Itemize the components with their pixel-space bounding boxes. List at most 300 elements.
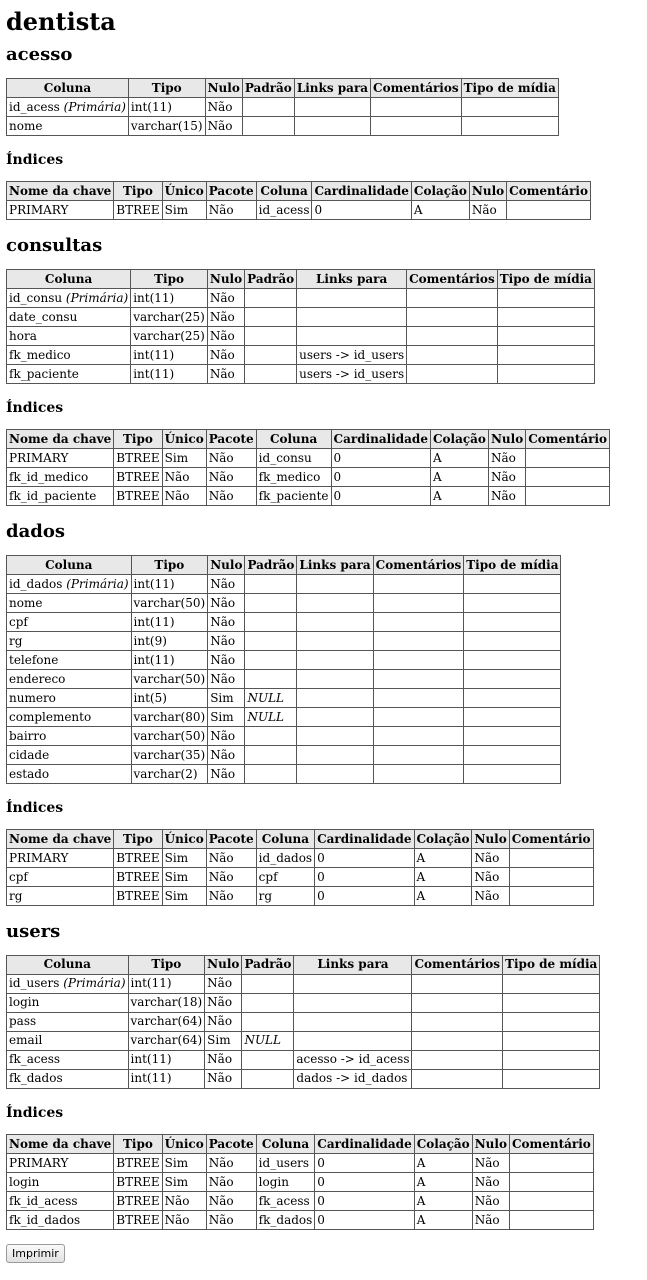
table-row	[7, 467, 610, 486]
table-row	[7, 201, 591, 220]
cell-comments	[373, 612, 464, 631]
cell-type: varchar(25)	[131, 307, 208, 326]
index-header: Nulo	[472, 829, 509, 848]
index-cell-unique: Sim	[162, 201, 206, 220]
cell-default	[245, 288, 297, 307]
column-name: endereco	[9, 671, 66, 686]
table-row	[7, 364, 595, 383]
cell-name	[7, 97, 129, 116]
cell-type: int(11)	[131, 364, 208, 383]
cell-default	[242, 1050, 294, 1069]
index-cell-type: BTREE	[114, 467, 162, 486]
cell-comments	[412, 1031, 503, 1050]
cell-type: varchar(25)	[131, 326, 208, 345]
index-cell-unique: Sim	[162, 448, 206, 467]
cell-name	[7, 612, 132, 631]
cell-comments	[371, 116, 462, 135]
column-header: Links para	[297, 555, 373, 574]
table-row	[7, 1050, 600, 1069]
index-cell-null: Não	[469, 201, 506, 220]
index-header: Pacote	[206, 182, 256, 201]
column-name: pass	[9, 1014, 37, 1029]
cell-mime	[464, 612, 561, 631]
columns-table	[6, 269, 595, 384]
index-cell-collation: A	[414, 1191, 472, 1210]
column-name: cidade	[9, 747, 50, 762]
cell-type: varchar(64)	[128, 1031, 205, 1050]
column-header: Coluna	[7, 955, 129, 974]
index-cell-key: cpf	[7, 867, 114, 886]
index-cell-unique: Sim	[162, 867, 206, 886]
cell-links	[297, 631, 373, 650]
cell-null: Não	[208, 745, 245, 764]
cell-null: Não	[208, 631, 245, 650]
cell-links: users -> id_users	[297, 364, 407, 383]
indexes-header-row	[7, 829, 594, 848]
cell-mime	[503, 1050, 600, 1069]
columns-header-row	[7, 78, 559, 97]
cell-mime	[464, 650, 561, 669]
cell-comments	[412, 1050, 503, 1069]
cell-comments	[373, 669, 464, 688]
cell-type: int(11)	[128, 974, 205, 993]
column-name: hora	[9, 328, 37, 343]
column-name: date_consu	[9, 309, 78, 324]
table-row	[7, 574, 561, 593]
cell-name	[7, 364, 131, 383]
table-name-heading: acesso	[6, 44, 73, 66]
index-header: Único	[162, 429, 206, 448]
cell-mime	[497, 326, 594, 345]
index-cell-collation: A	[430, 467, 488, 486]
index-cell-unique: Sim	[162, 886, 206, 905]
index-header: Comentário	[509, 1134, 593, 1153]
cell-type: int(9)	[131, 631, 208, 650]
primary-marker: (Primária)	[65, 290, 129, 305]
index-header: Cardinalidade	[315, 1134, 414, 1153]
indexes-header-row	[7, 1134, 594, 1153]
index-cell-cardinality: 0	[315, 886, 414, 905]
cell-null: Não	[208, 574, 245, 593]
cell-comments	[373, 593, 464, 612]
cell-type: int(11)	[131, 612, 208, 631]
index-cell-key: PRIMARY	[7, 448, 114, 467]
cell-name	[7, 574, 132, 593]
indexes-table	[6, 829, 594, 906]
index-cell-cardinality: 0	[315, 1153, 414, 1172]
cell-default	[242, 993, 294, 1012]
cell-type: int(11)	[131, 288, 208, 307]
cell-name	[7, 1031, 129, 1050]
cell-links	[297, 745, 373, 764]
index-header: Nulo	[469, 182, 506, 201]
cell-name	[7, 707, 132, 726]
cell-type: varchar(50)	[131, 726, 208, 745]
column-header: Padrão	[242, 78, 294, 97]
cell-links	[294, 974, 412, 993]
table-row	[7, 1069, 600, 1088]
cell-name	[7, 288, 131, 307]
column-name: complemento	[9, 709, 92, 724]
column-name: telefone	[9, 652, 59, 667]
column-name: nome	[9, 595, 43, 610]
index-header: Coluna	[256, 182, 312, 201]
indexes-heading: Índices	[6, 151, 64, 168]
column-header: Tipo	[128, 955, 205, 974]
cell-default	[245, 593, 297, 612]
column-name: email	[9, 1033, 43, 1048]
cell-type: varchar(2)	[131, 764, 208, 783]
index-cell-type: BTREE	[114, 1210, 162, 1229]
print-button[interactable]: Imprimir	[6, 1244, 65, 1263]
index-cell-comment	[509, 1172, 593, 1191]
cell-name	[7, 688, 132, 707]
cell-null: Não	[208, 726, 245, 745]
cell-type: varchar(64)	[128, 1012, 205, 1031]
index-header: Pacote	[206, 1134, 256, 1153]
index-header: Tipo	[114, 829, 162, 848]
table-name-heading: dados	[6, 520, 65, 542]
columns-header-row	[7, 555, 561, 574]
index-header: Cardinalidade	[312, 182, 411, 201]
column-name: cpf	[9, 614, 28, 629]
cell-null: Não	[207, 307, 244, 326]
cell-null: Não	[208, 593, 245, 612]
cell-mime	[461, 97, 558, 116]
index-cell-comment	[509, 867, 593, 886]
indexes-heading: Índices	[6, 399, 64, 416]
cell-type: varchar(50)	[131, 669, 208, 688]
cell-mime	[464, 669, 561, 688]
table-row	[7, 1012, 600, 1031]
index-header: Colação	[414, 1134, 472, 1153]
table-row	[7, 669, 561, 688]
cell-type: int(11)	[131, 650, 208, 669]
column-header: Padrão	[245, 555, 297, 574]
cell-default	[245, 745, 297, 764]
cell-links: acesso -> id_acess	[294, 1050, 412, 1069]
index-header: Colação	[430, 429, 488, 448]
index-cell-unique: Sim	[162, 1153, 206, 1172]
index-cell-type: BTREE	[114, 486, 162, 505]
cell-mime	[464, 631, 561, 650]
cell-links	[294, 97, 370, 116]
columns-header-row	[7, 269, 595, 288]
cell-default	[245, 669, 297, 688]
cell-name	[7, 116, 129, 135]
index-cell-column: rg	[256, 886, 314, 905]
cell-type: varchar(15)	[128, 116, 205, 135]
cell-name	[7, 326, 131, 345]
cell-default: NULL	[245, 688, 297, 707]
cell-null: Não	[205, 1012, 242, 1031]
index-cell-key: rg	[7, 886, 114, 905]
index-header: Nome da chave	[7, 1134, 114, 1153]
index-cell-cardinality: 0	[315, 848, 414, 867]
column-header: Comentários	[412, 955, 503, 974]
cell-mime	[503, 993, 600, 1012]
table-row	[7, 116, 559, 135]
index-cell-comment	[526, 448, 610, 467]
index-cell-comment	[509, 886, 593, 905]
cell-null: Não	[205, 1050, 242, 1069]
index-cell-collation: A	[414, 1210, 472, 1229]
column-header: Padrão	[242, 955, 294, 974]
column-header: Tipo	[128, 78, 205, 97]
cell-comments	[373, 631, 464, 650]
column-header: Links para	[297, 269, 407, 288]
table-row	[7, 1031, 600, 1050]
index-cell-unique: Não	[162, 467, 206, 486]
column-header: Nulo	[208, 555, 245, 574]
index-cell-comment	[509, 1153, 593, 1172]
index-cell-comment	[507, 201, 591, 220]
cell-default	[245, 307, 297, 326]
columns-table	[6, 955, 600, 1089]
columns-header-row	[7, 955, 600, 974]
column-header: Tipo de mídia	[461, 78, 558, 97]
index-header: Único	[162, 829, 206, 848]
cell-mime	[503, 1069, 600, 1088]
table-row	[7, 993, 600, 1012]
cell-links	[294, 116, 370, 135]
column-header: Links para	[294, 78, 370, 97]
index-cell-type: BTREE	[114, 867, 162, 886]
index-cell-key: login	[7, 1172, 114, 1191]
cell-type: int(11)	[128, 1069, 205, 1088]
table-row	[7, 764, 561, 783]
index-cell-key: PRIMARY	[7, 201, 114, 220]
column-header: Nulo	[205, 955, 242, 974]
column-name: login	[9, 995, 40, 1010]
index-cell-packed: Não	[206, 1210, 256, 1229]
column-header: Comentários	[407, 269, 498, 288]
cell-comments	[407, 288, 498, 307]
cell-links: dados -> id_dados	[294, 1069, 412, 1088]
column-name: fk_dados	[9, 1071, 63, 1086]
cell-null: Não	[205, 993, 242, 1012]
table-row	[7, 1172, 594, 1191]
cell-mime	[497, 345, 594, 364]
cell-type: int(11)	[128, 1050, 205, 1069]
cell-name	[7, 631, 132, 650]
columns-table	[6, 78, 559, 136]
column-header: Nulo	[207, 269, 244, 288]
index-cell-cardinality: 0	[312, 201, 411, 220]
indexes-table	[6, 181, 591, 220]
cell-mime	[464, 593, 561, 612]
index-cell-null: Não	[472, 1191, 509, 1210]
cell-default: NULL	[245, 707, 297, 726]
database-title: dentista	[6, 7, 116, 36]
cell-links	[297, 669, 373, 688]
cell-default	[242, 116, 294, 135]
index-cell-key: fk_id_medico	[7, 467, 114, 486]
index-cell-type: BTREE	[114, 886, 162, 905]
cell-mime	[497, 364, 594, 383]
cell-name	[7, 650, 132, 669]
cell-comments	[407, 345, 498, 364]
index-cell-unique: Não	[162, 1210, 206, 1229]
table-row	[7, 1153, 594, 1172]
index-cell-unique: Sim	[162, 848, 206, 867]
index-cell-cardinality: 0	[331, 448, 430, 467]
cell-default	[242, 1012, 294, 1031]
indexes-table	[6, 429, 610, 506]
column-header: Comentários	[373, 555, 464, 574]
index-cell-collation: A	[430, 448, 488, 467]
column-name: numero	[9, 690, 56, 705]
index-cell-comment	[509, 1210, 593, 1229]
indexes-header-row	[7, 429, 610, 448]
table-name-heading: users	[6, 920, 61, 942]
index-cell-column: id_acess	[256, 201, 312, 220]
index-cell-collation: A	[414, 886, 472, 905]
index-cell-unique: Não	[162, 1191, 206, 1210]
cell-type: int(5)	[131, 688, 208, 707]
cell-type: varchar(50)	[131, 593, 208, 612]
cell-comments	[373, 726, 464, 745]
index-header: Cardinalidade	[315, 829, 414, 848]
table-row	[7, 288, 595, 307]
cell-mime	[464, 707, 561, 726]
index-cell-packed: Não	[206, 486, 256, 505]
cell-name	[7, 1012, 129, 1031]
column-name: fk_acess	[9, 1052, 61, 1067]
column-name: id_acess	[9, 99, 60, 114]
cell-mime	[497, 307, 594, 326]
index-cell-type: BTREE	[114, 1153, 162, 1172]
primary-marker: (Primária)	[66, 576, 129, 591]
index-cell-null: Não	[472, 886, 509, 905]
index-cell-type: BTREE	[114, 848, 162, 867]
cell-default	[245, 326, 297, 345]
column-name: nome	[9, 118, 43, 133]
table-name-heading: consultas	[6, 235, 103, 257]
index-header: Nome da chave	[7, 182, 114, 201]
cell-default	[245, 726, 297, 745]
cell-comments	[373, 650, 464, 669]
index-cell-cardinality: 0	[315, 867, 414, 886]
index-header: Único	[162, 1134, 206, 1153]
cell-null: Sim	[208, 707, 245, 726]
cell-null: Não	[207, 345, 244, 364]
index-cell-type: BTREE	[114, 201, 162, 220]
column-header: Comentários	[371, 78, 462, 97]
index-cell-key: PRIMARY	[7, 848, 114, 867]
table-row	[7, 886, 594, 905]
index-header: Cardinalidade	[331, 429, 430, 448]
index-header: Coluna	[256, 1134, 315, 1153]
table-row	[7, 726, 561, 745]
cell-default	[245, 650, 297, 669]
index-cell-collation: A	[414, 1172, 472, 1191]
cell-comments	[373, 574, 464, 593]
primary-marker: (Primária)	[63, 976, 126, 991]
cell-default: NULL	[242, 1031, 294, 1050]
table-row	[7, 612, 561, 631]
index-cell-column: id_users	[256, 1153, 315, 1172]
cell-null: Não	[207, 364, 244, 383]
cell-default	[245, 612, 297, 631]
index-cell-comment	[526, 467, 610, 486]
index-cell-packed: Não	[206, 201, 256, 220]
index-cell-cardinality: 0	[315, 1210, 414, 1229]
cell-default	[245, 345, 297, 364]
cell-mime	[464, 574, 561, 593]
table-row	[7, 486, 610, 505]
column-name: id_consu	[9, 290, 63, 305]
column-name: rg	[9, 633, 23, 648]
index-cell-key: fk_id_paciente	[7, 486, 114, 505]
column-header: Tipo de mídia	[503, 955, 600, 974]
cell-comments	[373, 745, 464, 764]
cell-null: Não	[208, 764, 245, 783]
cell-mime	[503, 1031, 600, 1050]
column-name: estado	[9, 766, 50, 781]
cell-links: users -> id_users	[297, 345, 407, 364]
column-name: id_dados	[9, 576, 63, 591]
cell-null: Não	[207, 288, 244, 307]
index-header: Comentário	[507, 182, 591, 201]
index-cell-packed: Não	[206, 848, 256, 867]
cell-null: Não	[205, 97, 242, 116]
cell-links	[297, 307, 407, 326]
index-cell-column: id_consu	[256, 448, 331, 467]
cell-name	[7, 307, 131, 326]
cell-type: varchar(18)	[128, 993, 205, 1012]
index-cell-cardinality: 0	[331, 486, 430, 505]
index-cell-null: Não	[488, 486, 525, 505]
column-header: Padrão	[245, 269, 297, 288]
cell-links	[297, 688, 373, 707]
index-cell-column: cpf	[256, 867, 314, 886]
column-header: Coluna	[7, 78, 129, 97]
index-cell-cardinality: 0	[315, 1172, 414, 1191]
column-name: id_users	[9, 976, 60, 991]
index-cell-null: Não	[472, 1153, 509, 1172]
cell-mime	[464, 726, 561, 745]
column-header: Links para	[294, 955, 412, 974]
cell-name	[7, 345, 131, 364]
index-cell-null: Não	[472, 867, 509, 886]
index-header: Coluna	[256, 429, 331, 448]
cell-mime	[461, 116, 558, 135]
index-cell-column: fk_paciente	[256, 486, 331, 505]
cell-null: Não	[205, 116, 242, 135]
primary-marker: (Primária)	[63, 99, 126, 114]
index-header: Nulo	[472, 1134, 509, 1153]
index-cell-null: Não	[472, 848, 509, 867]
index-cell-cardinality: 0	[331, 467, 430, 486]
cell-comments	[373, 707, 464, 726]
cell-comments	[412, 974, 503, 993]
table-row	[7, 1191, 594, 1210]
cell-null: Não	[205, 974, 242, 993]
cell-name	[7, 974, 129, 993]
cell-name	[7, 669, 132, 688]
cell-default	[242, 97, 294, 116]
cell-null: Não	[208, 650, 245, 669]
cell-mime	[503, 974, 600, 993]
index-cell-packed: Não	[206, 1153, 256, 1172]
cell-comments	[412, 1069, 503, 1088]
column-header: Tipo de mídia	[497, 269, 594, 288]
index-cell-packed: Não	[206, 886, 256, 905]
index-cell-collation: A	[414, 848, 472, 867]
cell-links	[297, 326, 407, 345]
cell-comments	[407, 307, 498, 326]
